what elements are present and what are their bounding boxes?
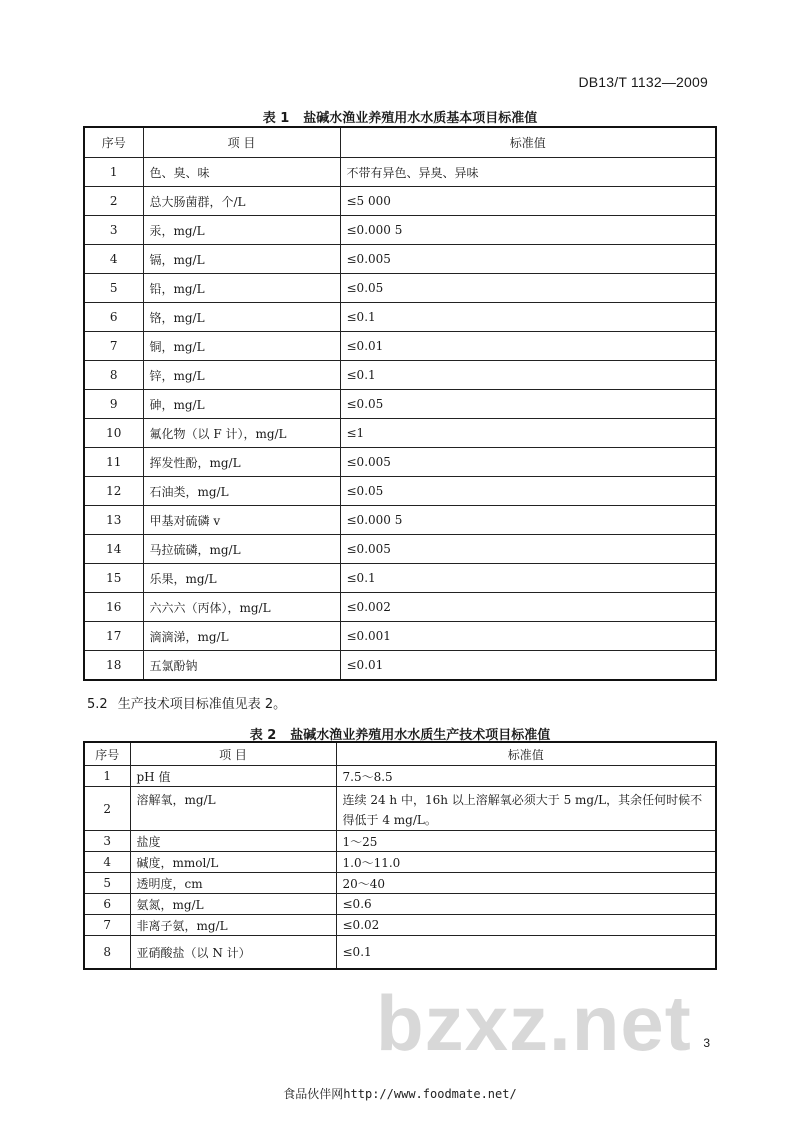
table1 [83,126,717,681]
t2-row [84,852,716,873]
t1-row [84,448,716,477]
t2-seq-cell: 8 [84,936,130,970]
t2-value-cell: 1.0～11.0 [336,852,716,873]
t1-seq-cell: 10 [84,419,143,448]
t1-value-cell: 不带有异色、异臭、异味 [340,158,716,187]
table1-col-item: 项 目 [143,127,340,158]
t1-item-cell: 铜，mg/L [143,332,340,361]
t1-item-cell: 石油类，mg/L [143,477,340,506]
t2-value-cell: ≤0.6 [336,894,716,915]
t2-row [84,873,716,894]
t1-row [84,332,716,361]
t2-row [84,787,716,831]
t1-value-cell: ≤0.005 [340,535,716,564]
table2-body [84,766,716,970]
t1-item-cell: 滴滴涕，mg/L [143,622,340,651]
t1-value-cell: ≤0.000 5 [340,216,716,245]
t1-row [84,274,716,303]
t1-value-cell: ≤0.005 [340,448,716,477]
t1-item-cell: 锌，mg/L [143,361,340,390]
table1-body [84,158,716,681]
t1-seq-cell: 17 [84,622,143,651]
t1-seq-cell: 8 [84,361,143,390]
t2-item-cell: pH 值 [130,766,336,787]
t1-item-cell: 挥发性酚，mg/L [143,448,340,477]
watermark-logo: bzxz.net [376,979,692,1067]
section-number: 5.2 [87,697,108,712]
t2-seq-cell: 7 [84,915,130,936]
t1-row [84,506,716,535]
section-text: 生产技术项目标准值见表 2。 [117,697,287,712]
t1-seq-cell: 6 [84,303,143,332]
t1-seq-cell: 9 [84,390,143,419]
t2-row [84,766,716,787]
t1-value-cell: ≤0.05 [340,477,716,506]
t1-value-cell: ≤1 [340,419,716,448]
t2-item-cell: 非离子氨，mg/L [130,915,336,936]
t1-item-cell: 乐果，mg/L [143,564,340,593]
t1-seq-cell: 11 [84,448,143,477]
t1-seq-cell: 18 [84,651,143,681]
t1-seq-cell: 4 [84,245,143,274]
footer-source: 食品伙伴网http://www.foodmate.net/ [283,1087,517,1101]
page-number: 3 [703,1036,710,1050]
t1-item-cell: 总大肠菌群，个/L [143,187,340,216]
t1-item-cell: 砷，mg/L [143,390,340,419]
t1-row [84,477,716,506]
t1-item-cell: 甲基对硫磷 v [143,506,340,535]
t2-value-cell: 连续 24 h 中，16h 以上溶解氧必须大于 5 mg/L，其余任何时候不得低于 4 mg/L。 [336,787,716,831]
table1-caption-title: 盐碱水渔业养殖用水水质基本项目标准值 [303,111,538,126]
t1-row [84,216,716,245]
t1-value-cell: ≤0.05 [340,274,716,303]
t2-item-cell: 盐度 [130,831,336,852]
t1-item-cell: 汞，mg/L [143,216,340,245]
t1-item-cell: 铬，mg/L [143,303,340,332]
t2-seq-cell: 2 [84,787,130,831]
t1-item-cell: 镉，mg/L [143,245,340,274]
table1-header-row [84,127,716,158]
t2-seq-cell: 1 [84,766,130,787]
t1-row [84,419,716,448]
table2-col-item: 项 目 [130,742,336,766]
table1-caption [0,107,800,126]
t2-row [84,936,716,970]
t2-seq-cell: 3 [84,831,130,852]
t1-seq-cell: 7 [84,332,143,361]
t1-seq-cell: 16 [84,593,143,622]
t1-value-cell: ≤0.000 5 [340,506,716,535]
t2-value-cell: ≤0.1 [336,936,716,970]
t2-item-cell: 氨氮，mg/L [130,894,336,915]
t1-row [84,187,716,216]
t2-value-cell: ≤0.02 [336,915,716,936]
t2-value-cell: 20～40 [336,873,716,894]
table2-caption-label: 表 2 [249,728,277,743]
t2-row [84,831,716,852]
t2-value-cell: 7.5～8.5 [336,766,716,787]
t2-row [84,894,716,915]
t1-value-cell: ≤0.002 [340,593,716,622]
t1-value-cell: ≤0.1 [340,303,716,332]
t1-row [84,564,716,593]
t2-item-cell: 透明度，cm [130,873,336,894]
t1-seq-cell: 3 [84,216,143,245]
document-number: DB13/T 1132—2009 [578,74,708,90]
t1-item-cell: 六六六（丙体），mg/L [143,593,340,622]
t1-value-cell: ≤0.005 [340,245,716,274]
table2 [83,741,717,970]
t1-value-cell: ≤5 000 [340,187,716,216]
t2-seq-cell: 5 [84,873,130,894]
t2-seq-cell: 6 [84,894,130,915]
t1-item-cell: 氟化物（以 F 计），mg/L [143,419,340,448]
t1-row [84,303,716,332]
t1-value-cell: ≤0.1 [340,564,716,593]
t1-seq-cell: 5 [84,274,143,303]
t1-value-cell: ≤0.01 [340,651,716,681]
t1-seq-cell: 12 [84,477,143,506]
t1-value-cell: ≤0.01 [340,332,716,361]
t1-row [84,390,716,419]
table1-col-value: 标准值 [340,127,716,158]
table1-col-seq: 序号 [84,127,143,158]
t1-row [84,593,716,622]
t1-item-cell: 铅，mg/L [143,274,340,303]
section-5-2 [87,693,286,712]
t1-seq-cell: 14 [84,535,143,564]
t1-value-cell: ≤0.1 [340,361,716,390]
t1-row [84,361,716,390]
t1-seq-cell: 15 [84,564,143,593]
t2-seq-cell: 4 [84,852,130,873]
t2-item-cell: 亚硝酸盐（以 N 计） [130,936,336,970]
t1-item-cell: 马拉硫磷，mg/L [143,535,340,564]
t2-item-cell: 碱度，mmol/L [130,852,336,873]
t1-item-cell: 五氯酚钠 [143,651,340,681]
t1-value-cell: ≤0.001 [340,622,716,651]
t1-row [84,245,716,274]
t1-value-cell: ≤0.05 [340,390,716,419]
t1-seq-cell: 2 [84,187,143,216]
table1-caption-label: 表 1 [262,111,290,126]
table2-col-value: 标准值 [336,742,716,766]
t1-row [84,651,716,681]
t2-row [84,915,716,936]
table2-col-seq: 序号 [84,742,130,766]
table2-header-row [84,742,716,766]
t1-row [84,622,716,651]
t1-seq-cell: 1 [84,158,143,187]
t1-seq-cell: 13 [84,506,143,535]
t2-value-cell: 1～25 [336,831,716,852]
t1-item-cell: 色、臭、味 [143,158,340,187]
t1-row [84,535,716,564]
t2-item-cell: 溶解氧，mg/L [130,787,336,831]
t1-row [84,158,716,187]
table2-caption-title: 盐碱水渔业养殖用水水质生产技术项目标准值 [290,728,551,743]
